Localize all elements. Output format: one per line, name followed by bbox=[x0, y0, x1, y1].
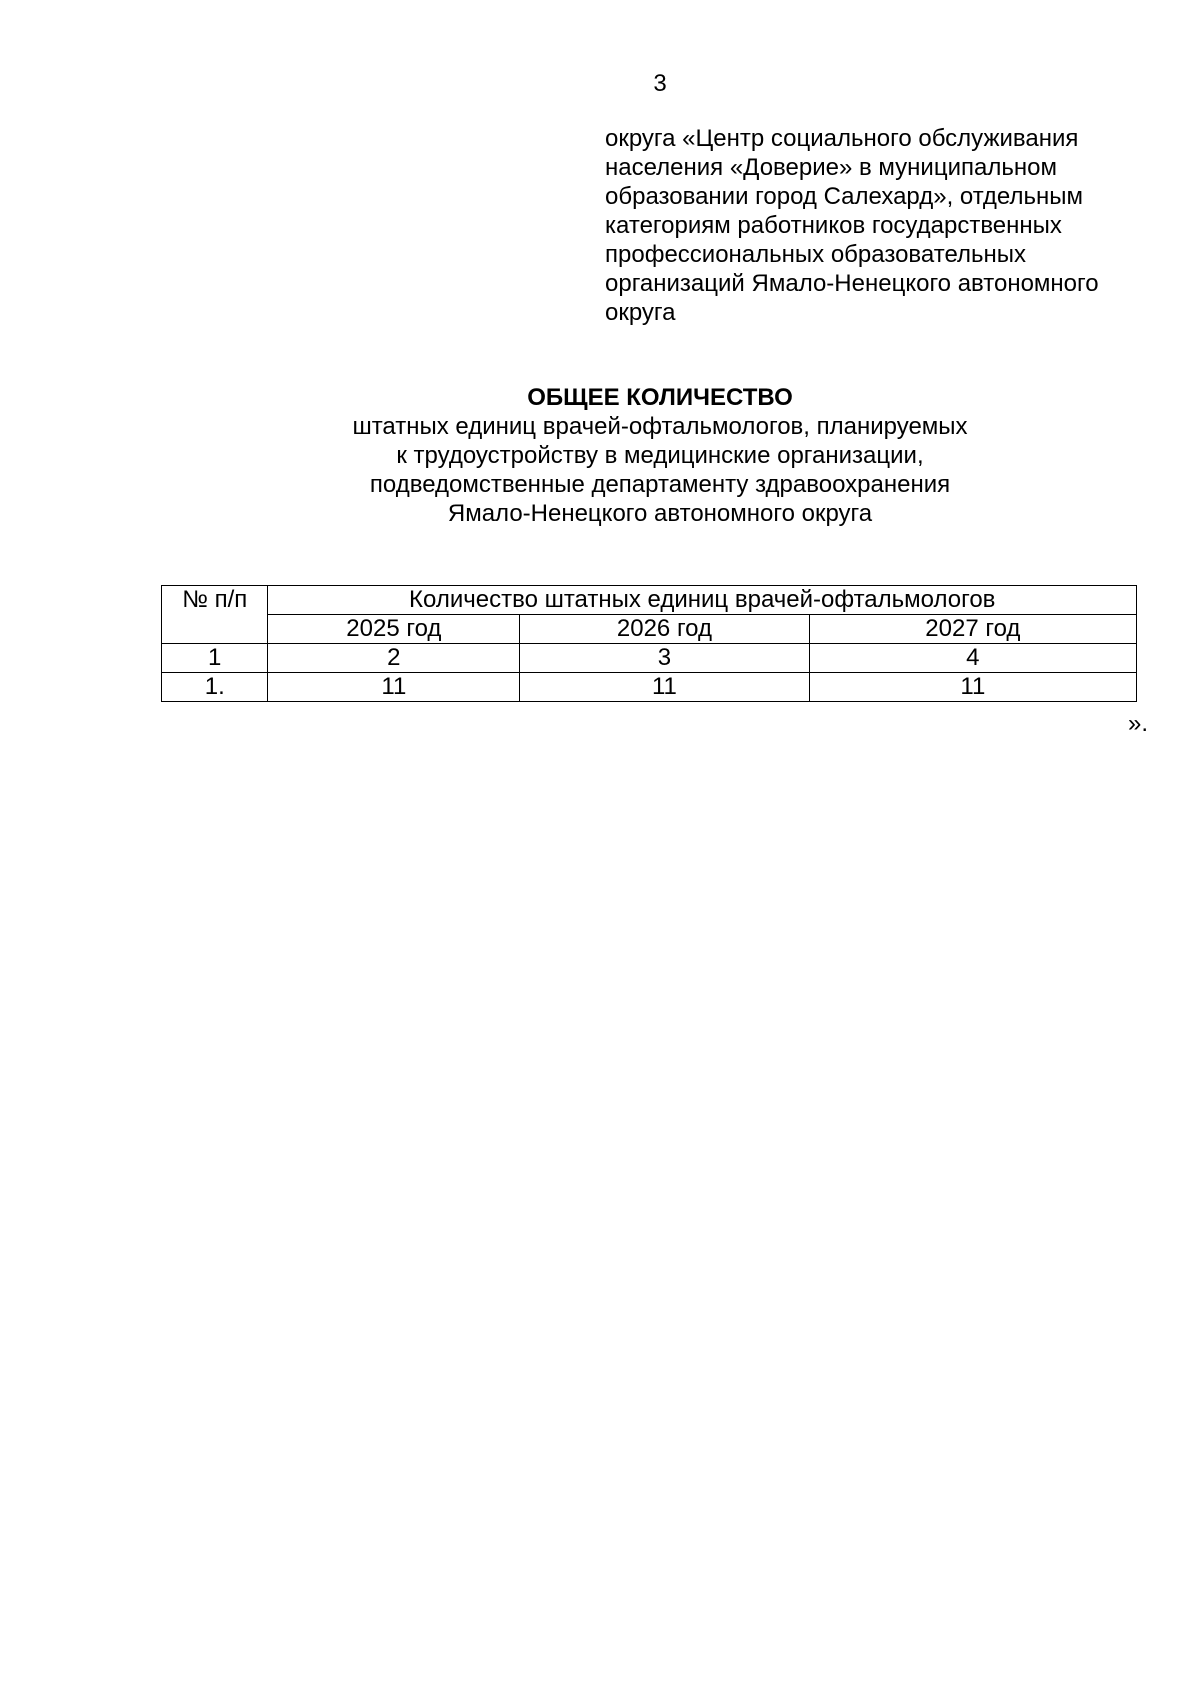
title-main: ОБЩЕЕ КОЛИЧЕСТВО bbox=[527, 384, 793, 411]
document-title bbox=[0, 383, 1200, 528]
closing-quote: ». bbox=[1128, 710, 1149, 737]
group-header: Количество штатных единиц врачей-офтальмологов bbox=[268, 586, 1137, 615]
staff-units-table bbox=[161, 585, 1137, 702]
table-year-row bbox=[162, 615, 1137, 644]
header-line: категориям работников государственных bbox=[605, 212, 1062, 239]
header-line: округа «Центр социального обслуживания bbox=[605, 125, 1079, 152]
header-line: населения «Доверие» в муниципальном bbox=[605, 154, 1057, 181]
table-cell: 11 bbox=[809, 673, 1136, 702]
table-cell: 11 bbox=[520, 673, 810, 702]
table-cell: 4 bbox=[809, 644, 1136, 673]
table-row bbox=[162, 673, 1137, 702]
table-cell: 2 bbox=[268, 644, 520, 673]
header-line: образовании город Салехард», отдельным bbox=[605, 183, 1083, 210]
year-header-2026: 2026 год bbox=[520, 615, 810, 644]
header-line: округа bbox=[605, 299, 676, 326]
title-line: штатных единиц врачей-офтальмологов, планируемых bbox=[352, 413, 968, 440]
title-line: подведомственные департаменту здравоохранения bbox=[369, 471, 951, 498]
document-header bbox=[605, 124, 1165, 327]
table-cell: 1. bbox=[162, 673, 268, 702]
header-line: профессиональных образовательных bbox=[605, 241, 1027, 268]
title-line: к трудоустройству в медицинские организации, bbox=[396, 442, 924, 469]
year-header-2027: 2027 год bbox=[809, 615, 1136, 644]
table-index-row bbox=[162, 644, 1137, 673]
year-header-2025: 2025 год bbox=[268, 615, 520, 644]
header-line: организаций Ямало-Ненецкого автономного bbox=[605, 270, 1099, 297]
col-num-header: № п/п bbox=[162, 586, 268, 644]
page-number: 3 bbox=[653, 70, 667, 97]
title-line: Ямало-Ненецкого автономного округа bbox=[447, 500, 873, 527]
table-cell: 11 bbox=[268, 673, 520, 702]
table-cell: 3 bbox=[520, 644, 810, 673]
table-cell: 1 bbox=[162, 644, 268, 673]
table-header-row bbox=[162, 586, 1137, 615]
